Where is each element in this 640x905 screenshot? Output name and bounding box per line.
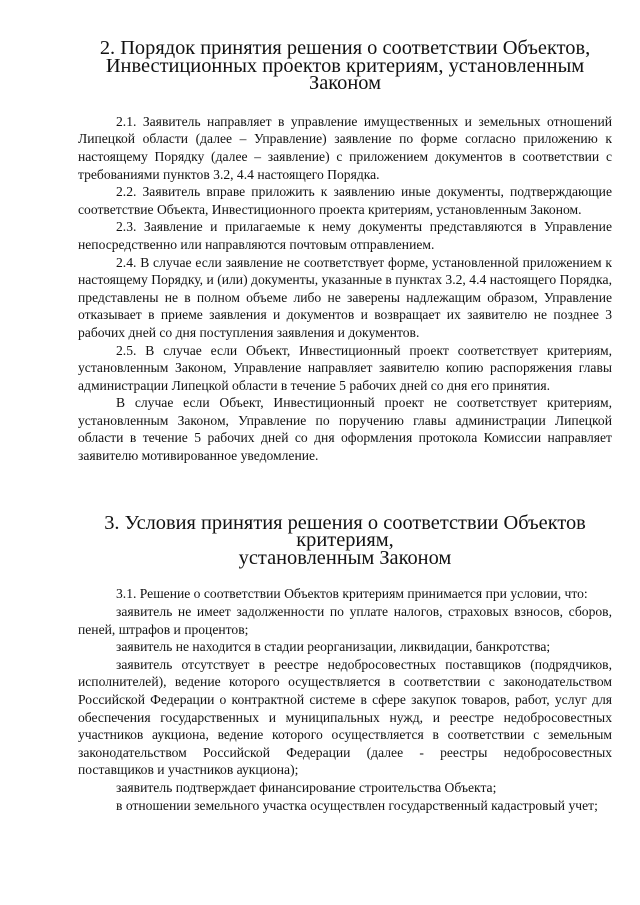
condition-not-in-registry: заявитель отсутствует в реестре недобросовестных поставщиков (подрядчиков, исполнителей), ведение которого осуществляется в соответствии с законодательством Российской Федерации о контрактной системе в сфере закупок товаров, работ, услуг для обеспечения государственных и муниципальных нужд, и реестре недобросовестных участников аукциона, ведение которого осуществляется в соответствии с земельным законодательством Российской Федерации (далее - реестры недобросовестных поставщиков и участников аукциона);: [78, 656, 612, 778]
section-2-heading-line-2: Инвестиционных проектов критериям, установленным Законом: [105, 54, 585, 95]
condition-cadastral: в отношении земельного участка осуществлен государственный кадастровый учет;: [116, 797, 598, 813]
section-3-heading-line-2: установленным Законом: [238, 546, 452, 569]
paragraph-2-4: 2.4. В случае если заявление не соответствует форме, установленной приложением к настоящему Порядку, и (или) документы, указанные в пунктах 3.2, 4.4 настоящего Порядка, представлены не в полном объеме либо не заверены надлежащим образом, Управление отказывает в приеме заявления и документов и возвращает их заявителю не позднее 3 рабочих дней со дня поступления заявления и документов.: [78, 254, 612, 340]
document-body: [78, 37, 612, 814]
paragraph-2-2: 2.2. Заявитель вправе приложить к заявлению иные документы, подтверждающие соответствие Объекта, Инвестиционного проекта критериям, установленным Законом.: [78, 184, 612, 217]
paragraph-2-1: 2.1. Заявитель направляет в управление имущественных и земельных отношений Липецкой области (далее – Управление) заявление по форме согласно приложению к настоящему Порядку (далее – заявление) с приложением документов в соответствии с требованиями пунктов 3.2, 4.4 настоящего Порядка.: [78, 113, 612, 182]
paragraph-2-5-continuation: В случае если Объект, Инвестиционный проект не соответствует критериям, установленным Законом, Управление по поручению главы администрации Липецкой области в течение 5 рабочих дней со дня оформления протокола Комиссии направляет заявителю мотивированное уведомление.: [78, 395, 612, 464]
paragraph-3-1: 3.1. Решение о соответствии Объектов критериям принимается при условии, что:: [116, 586, 588, 602]
section-3-heading: [78, 511, 612, 569]
section-3-heading-line-1: 3. Условия принятия решения о соответствии Объектов критериям,: [104, 511, 586, 552]
paragraph-2-3: 2.3. Заявление и прилагаемые к нему документы представляются в Управление непосредственно или направляются почтовым отправлением.: [78, 219, 612, 252]
section-2-heading-line-1: 2. Порядок принятия решения о соответствии Объектов,: [99, 37, 591, 59]
paragraph-2-5: 2.5. В случае если Объект, Инвестиционный проект соответствует критериям, установленным Законом, Управление направляет заявителю копию распоряжения главы администрации Липецкой области в течение 5 рабочих дней со дня его принятия.: [78, 342, 612, 393]
condition-financing: заявитель подтверждает финансирование строительства Объекта;: [116, 779, 497, 795]
condition-no-reorganization: заявитель не находится в стадии реорганизации, ликвидации, банкротства;: [116, 639, 551, 655]
section-2-heading: [78, 37, 612, 95]
condition-no-debt: заявитель не имеет задолженности по уплате налогов, страховых взносов, сборов, пеней, штрафов и процентов;: [78, 604, 612, 637]
